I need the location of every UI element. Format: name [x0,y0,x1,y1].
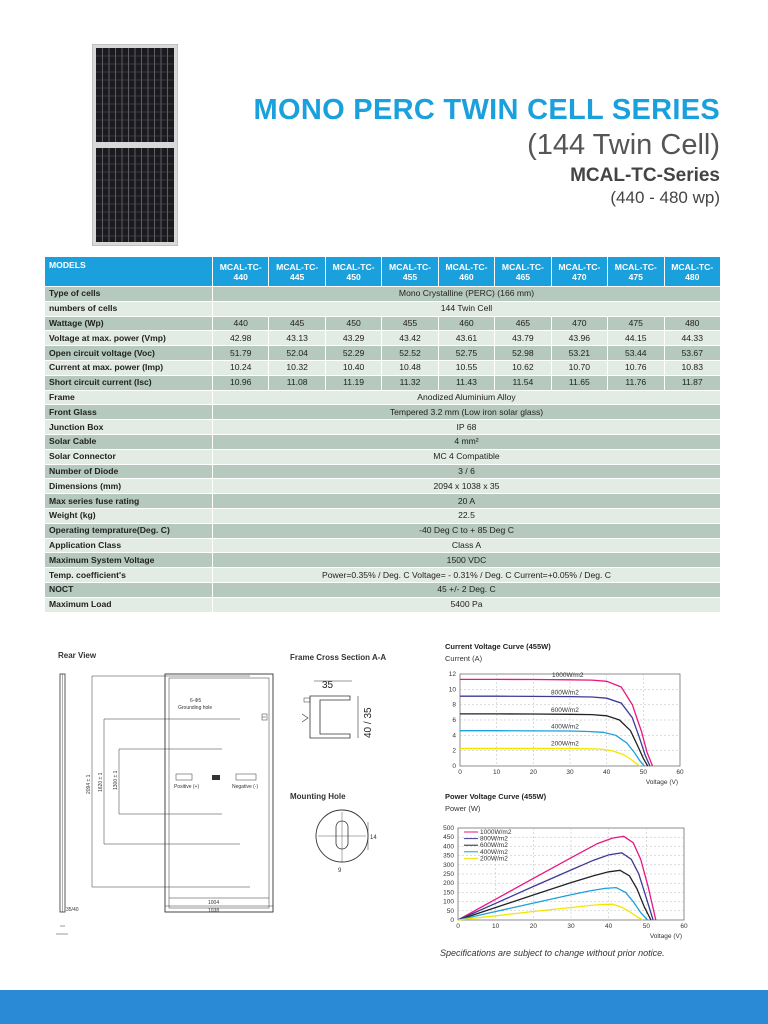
y-tick-label: 400 [443,843,454,851]
table-row [45,523,721,538]
chart2-y-axis-label: Power (W) [445,804,481,813]
table-row [45,405,721,420]
row-value: 11.87 [664,375,721,390]
series-name: MCAL-TC-Series [570,165,720,186]
x-tick-label: 30 [567,923,575,930]
dim-1004: 1004 [208,900,220,906]
row-value: 10.40 [325,360,381,375]
x-tick-label: 50 [639,769,647,776]
row-value: 53.44 [608,346,664,361]
table-row [45,287,721,302]
mounting-hole-drawing [300,806,390,876]
row-value: 10.62 [495,360,551,375]
row-label: Current at max. power (Imp) [45,360,213,375]
table-row [45,316,721,331]
dim-3540: 35/40 [66,907,79,913]
row-value: 45 +/- 2 Deg. C [213,582,721,597]
row-label: Short circuit current (Isc) [45,375,213,390]
row-value: Class A [213,538,721,553]
row-label: Application Class [45,538,213,553]
row-value: IP 68 [213,420,721,435]
row-value: 440 [213,316,269,331]
row-value: 52.04 [269,346,325,361]
y-tick-label: 50 [446,907,454,915]
positive-label: Positive (+) [174,784,200,790]
series-line [460,748,640,766]
grounding-hole-label: 6-Φ5 Grounding hole [178,698,213,711]
chart2-pv-curve [436,818,706,946]
table-row [45,375,721,390]
row-label: Frame [45,390,213,405]
row-value: MC 4 Compatible [213,449,721,464]
table-row [45,360,721,375]
x-tick-label: 20 [529,923,537,930]
row-value: 11.08 [269,375,325,390]
row-value: 52.29 [325,346,381,361]
chart1-y-axis-label: Current (A) [445,654,483,663]
x-tick-label: 0 [456,923,460,930]
row-value: 465 [495,316,551,331]
row-value: Power=0.35% / Deg. C Voltage= - 0.31% / Deg. C Current=+0.05% / Deg. C [213,568,721,583]
legend-label: 400W/m2 [480,848,508,856]
row-label: Front Glass [45,405,213,420]
row-value: 470 [551,316,607,331]
table-row [45,449,721,464]
legend-label: 400W/m2 [551,723,579,731]
row-value: 144 Twin Cell [213,301,721,316]
footer-bar [0,990,768,1024]
row-value: 5400 Pa [213,597,721,612]
row-value: 11.43 [438,375,494,390]
frame-cross-section-drawing [290,668,400,748]
row-label: Solar Connector [45,449,213,464]
row-label: Junction Box [45,420,213,435]
row-label: numbers of cells [45,301,213,316]
row-label: Operating temprature(Deg. C) [45,523,213,538]
row-value: 52.98 [495,346,551,361]
row-value: 44.15 [608,331,664,346]
legend-label: 600W/m2 [480,842,508,850]
row-value: 10.55 [438,360,494,375]
table-row [45,420,721,435]
y-tick-label: 0 [450,917,454,924]
x-tick-label: 40 [605,923,613,930]
table-row [45,390,721,405]
row-value: 43.79 [495,331,551,346]
x-axis-label: Voltage (V) [649,933,682,940]
model-header: MCAL-TC-475 [608,257,664,287]
page-subtitle: (144 Twin Cell) [527,129,720,161]
table-row [45,582,721,597]
row-value: -40 Deg C to + 85 Deg C [213,523,721,538]
legend-label: 1000W/m2 [480,829,512,836]
chart1-iv-curve [440,664,700,792]
x-tick-label: 60 [676,769,684,776]
row-value: 11.65 [551,375,607,390]
x-tick-label: 10 [492,923,500,930]
y-tick-label: 150 [443,889,454,897]
legend-label: 800W/m2 [551,689,579,697]
dim-1620: 1620 ± 1 [98,772,104,792]
power-range: (440 - 480 wp) [610,188,720,207]
row-label: Maximum System Voltage [45,553,213,568]
dim-1038: 1038 [208,908,220,914]
table-row [45,597,721,612]
legend-label: 600W/m2 [551,706,579,714]
chart1-title: Current Voltage Curve (455W) [445,642,551,651]
x-tick-label: 10 [493,769,501,776]
row-value: 43.96 [551,331,607,346]
y-tick-label: 450 [443,834,454,842]
dim-35: 35 [322,680,334,691]
row-label: Temp. coefficient's [45,568,213,583]
y-tick-label: 6 [452,717,456,724]
table-row [45,538,721,553]
row-value: 53.67 [664,346,721,361]
row-value: 4 mm² [213,434,721,449]
model-header: MCAL-TC-445 [269,257,325,287]
solar-panel-image [92,44,178,246]
page-title: MONO PERC TWIN CELL SERIES [253,94,720,126]
table-row [45,479,721,494]
row-value: Mono Crystalline (PERC) (166 mm) [213,287,721,302]
spec-table-body [45,287,721,613]
y-tick-label: 300 [443,861,454,869]
negative-label: Negative (-) [232,784,259,790]
row-label: Weight (kg) [45,508,213,523]
row-value: 42.98 [213,331,269,346]
table-row [45,464,721,479]
y-tick-label: 4 [452,732,456,740]
x-tick-label: 60 [680,923,688,930]
row-label: NOCT [45,582,213,597]
row-value: 10.96 [213,375,269,390]
row-value: 2094 x 1038 x 35 [213,479,721,494]
row-label: Wattage (Wp) [45,316,213,331]
row-value: 455 [382,316,438,331]
table-row [45,508,721,523]
y-tick-label: 10 [448,686,456,694]
x-tick-label: 50 [642,923,650,930]
legend-label: 800W/m2 [480,835,508,843]
row-value: 460 [438,316,494,331]
row-value: 51.79 [213,346,269,361]
table-row [45,331,721,346]
row-value: 450 [325,316,381,331]
row-value: 10.24 [213,360,269,375]
row-value: 11.32 [382,375,438,390]
model-header: MCAL-TC-440 [213,257,269,287]
dim-40-35: 40 / 35 [363,707,374,738]
legend-label: 200W/m2 [551,740,579,748]
table-row [45,553,721,568]
row-label: Maximum Load [45,597,213,612]
row-value: 44.33 [664,331,721,346]
y-tick-label: 100 [443,898,454,906]
row-value: Anodized Aluminium Alloy [213,390,721,405]
row-label: Solar Cable [45,434,213,449]
model-header: MCAL-TC-450 [325,257,381,287]
table-row [45,568,721,583]
row-value: 20 A [213,494,721,509]
row-value: Tempered 3.2 mm (Low iron solar glass) [213,405,721,420]
table-row [45,346,721,361]
row-value: 43.42 [382,331,438,346]
rear-view-drawing [40,664,280,949]
x-tick-label: 30 [566,769,574,776]
model-header: MCAL-TC-470 [551,257,607,287]
row-value: 10.83 [664,360,721,375]
row-value: 43.29 [325,331,381,346]
frame-cross-section-label: Frame Cross Section A-A [290,653,387,662]
model-header: MCAL-TC-455 [382,257,438,287]
dim-14: 14 [370,835,377,841]
table-header-row [45,257,721,287]
model-header: MCAL-TC-465 [495,257,551,287]
row-value: 445 [269,316,325,331]
row-label: Number of Diode [45,464,213,479]
model-header: MCAL-TC-460 [438,257,494,287]
y-tick-label: 500 [443,825,454,832]
x-axis-label: Voltage (V) [645,779,678,786]
row-value: 11.76 [608,375,664,390]
dim-1300: 1300 ± 1 [113,770,119,790]
y-tick-label: 200 [443,880,454,888]
chart2-title: Power Voltage Curve (455W) [445,792,547,801]
row-label: Dimensions (mm) [45,479,213,494]
table-row [45,301,721,316]
y-tick-label: 0 [452,763,456,770]
dim-9: 9 [338,868,342,874]
y-tick-label: 12 [448,671,456,678]
dim-2094: 2094 ± 1 [86,774,92,794]
row-value: 1500 VDC [213,553,721,568]
y-tick-label: 8 [452,701,456,709]
y-tick-label: 250 [443,871,454,878]
legend-label: 200W/m2 [480,855,508,863]
legend-label: 1000W/m2 [552,672,584,680]
x-tick-label: 0 [458,769,462,776]
rear-view-label: Rear View [58,651,97,660]
row-value: 475 [608,316,664,331]
row-value: 10.48 [382,360,438,375]
row-value: 3 / 6 [213,464,721,479]
row-value: 11.19 [325,375,381,390]
row-value: 480 [664,316,721,331]
spec-table [44,256,721,613]
row-value: 43.61 [438,331,494,346]
row-value: 11.54 [495,375,551,390]
row-label: Type of cells [45,287,213,302]
row-label: Open circuit voltage (Voc) [45,346,213,361]
series-line [458,904,643,920]
row-value: 10.32 [269,360,325,375]
row-label: Voltage at max. power (Vmp) [45,331,213,346]
model-header: MCAL-TC-480 [664,257,721,287]
row-value: 10.70 [551,360,607,375]
row-value: 52.75 [438,346,494,361]
row-label: Max series fuse rating [45,494,213,509]
row-value: 43.13 [269,331,325,346]
mounting-hole-label: Mounting Hole [290,792,346,801]
row-value: 10.76 [608,360,664,375]
table-header-label: MODELS [45,257,213,287]
y-tick-label: 350 [443,852,454,860]
row-value: 53.21 [551,346,607,361]
x-tick-label: 40 [603,769,611,776]
y-tick-label: 2 [452,747,456,755]
row-value: 22.5 [213,508,721,523]
row-value: 52.52 [382,346,438,361]
disclaimer-note: Specifications are subject to change without prior notice. [440,948,665,958]
table-row [45,434,721,449]
x-tick-label: 20 [529,769,537,776]
table-row [45,494,721,509]
